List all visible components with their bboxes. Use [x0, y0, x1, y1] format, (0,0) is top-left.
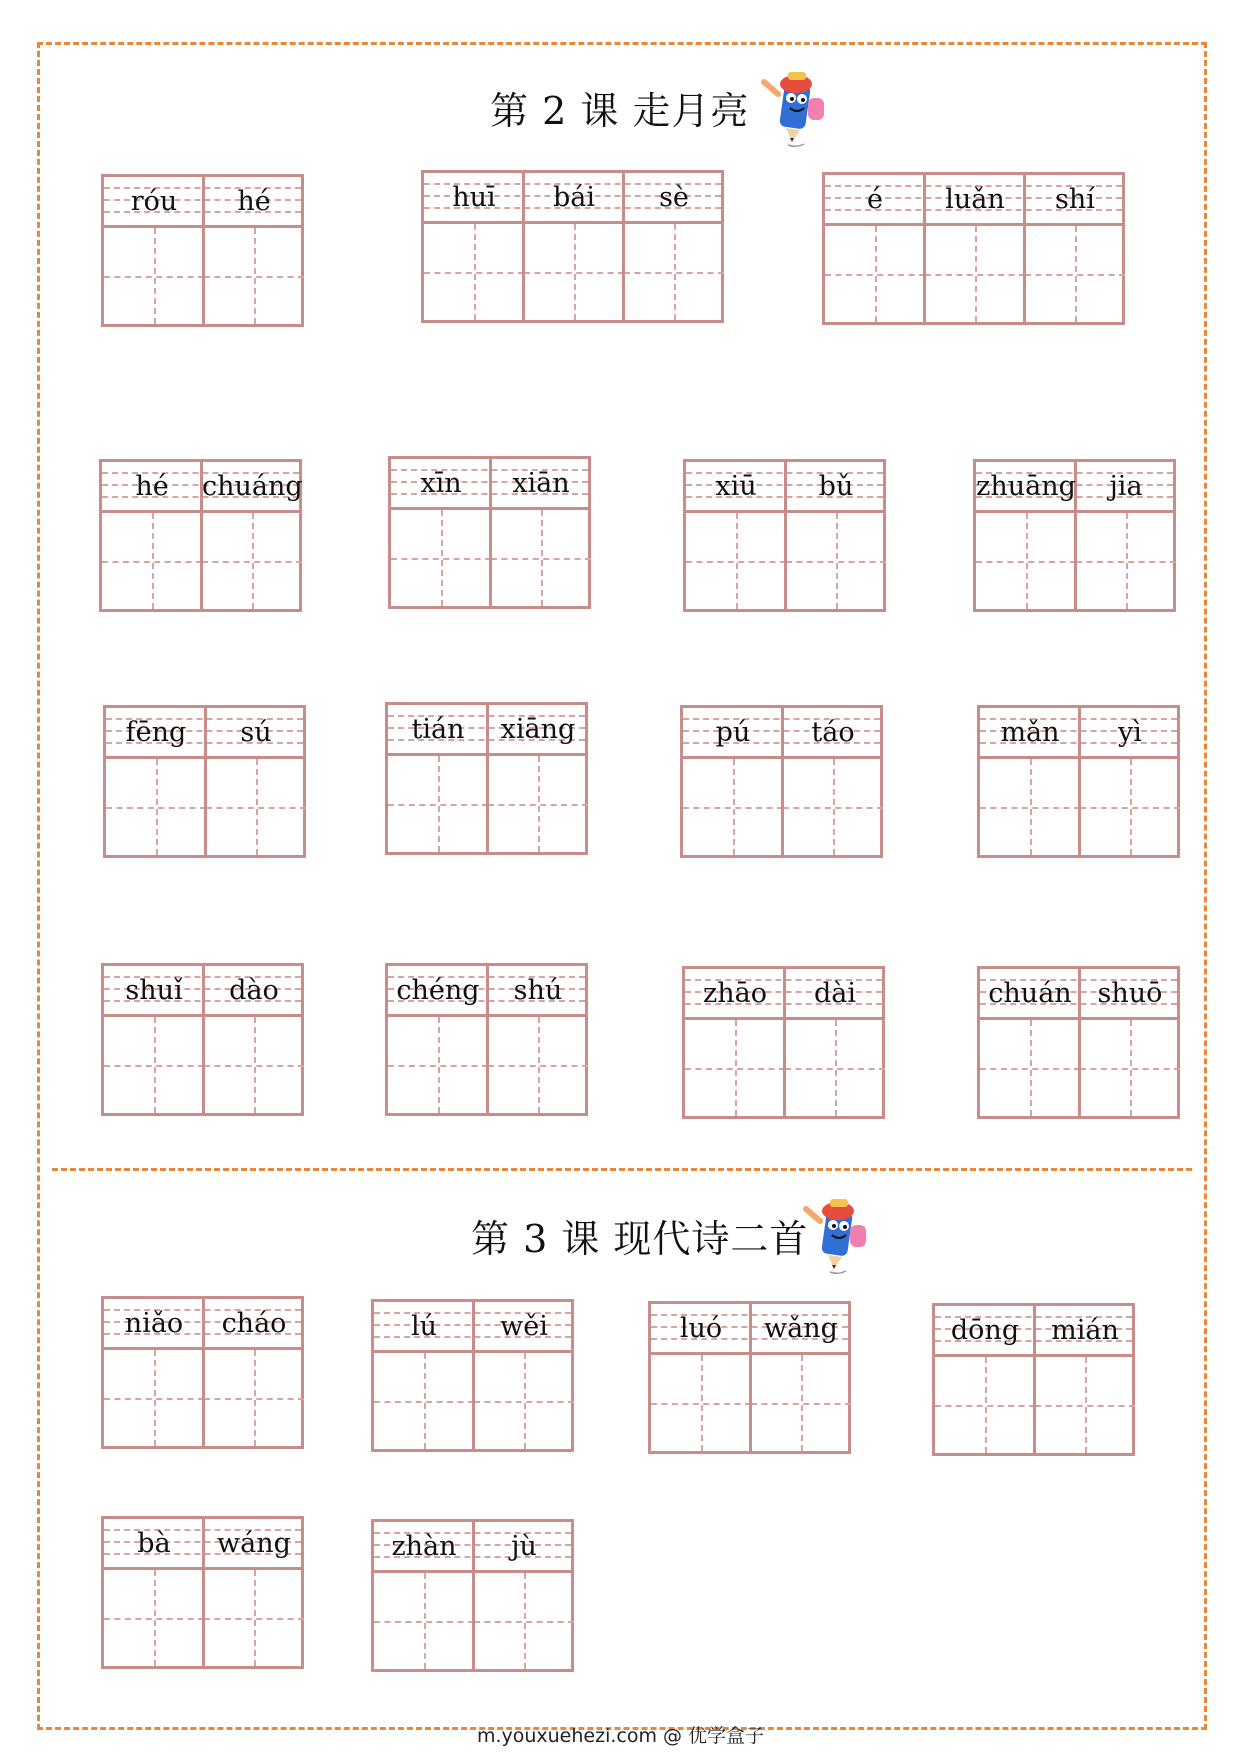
lesson-divider — [52, 1168, 1192, 1171]
writing-box — [385, 963, 588, 1116]
pinyin-syllable: táo — [811, 717, 855, 748]
grid-guide-horizontal — [980, 807, 1080, 809]
pinyin-syllable: shuǐ — [125, 975, 183, 1006]
pinyin-syllable: é — [867, 184, 883, 215]
pinyin-syllable: hé — [237, 186, 271, 217]
pinyin-syllable: xiū — [715, 471, 757, 502]
writing-box — [371, 1519, 574, 1672]
footer-source: m.youxuehezi.com @ 优学盒子 — [476, 1725, 765, 1747]
grid-guide-horizontal — [651, 1403, 751, 1405]
tianzige-writing-cell[interactable] — [102, 513, 202, 609]
grid-guide-horizontal — [686, 561, 786, 563]
grid-guide-horizontal — [524, 272, 624, 274]
grid-guide-horizontal — [388, 1065, 488, 1067]
lesson-2-title: 第 2 课 走月亮 — [490, 89, 750, 133]
pinyin-syllable: xiāng — [500, 714, 576, 745]
grid-guide-horizontal — [783, 807, 883, 809]
grid-guide-horizontal — [474, 1401, 574, 1403]
grid-guide-horizontal — [1025, 274, 1125, 276]
tianzige-writing-cell[interactable] — [976, 513, 1076, 609]
tianzige-writing-cell[interactable] — [980, 1020, 1080, 1116]
writing-box — [388, 456, 591, 609]
pinyin-syllable: dào — [229, 975, 279, 1006]
pinyin-syllable: yì — [1118, 717, 1142, 748]
tianzige-writing-cell[interactable] — [204, 228, 304, 324]
pinyin-syllable: sú — [240, 717, 272, 748]
writing-box — [680, 705, 883, 858]
pinyin-syllable: tián — [411, 714, 465, 745]
writing-box — [973, 459, 1176, 612]
grid-guide-horizontal — [1076, 561, 1176, 563]
tianzige-writing-cell[interactable] — [204, 1570, 304, 1666]
tianzige-writing-cell[interactable] — [1076, 513, 1176, 609]
tianzige-writing-cell[interactable] — [474, 1353, 574, 1449]
pinyin-syllable: xiān — [512, 468, 570, 499]
tianzige-writing-cell[interactable] — [786, 513, 886, 609]
tianzige-writing-cell[interactable] — [374, 1353, 474, 1449]
tianzige-writing-cell[interactable] — [391, 510, 491, 606]
grid-guide-horizontal — [624, 272, 724, 274]
tianzige-writing-cell[interactable] — [624, 224, 724, 320]
tianzige-writing-cell[interactable] — [104, 1017, 204, 1113]
pinyin-syllable: sè — [659, 182, 689, 213]
pinyin-syllable: dōng — [950, 1315, 1020, 1346]
grid-guide-horizontal — [204, 276, 304, 278]
pinyin-syllable: wǎng — [764, 1313, 838, 1344]
grid-guide-horizontal — [104, 1398, 204, 1400]
writing-box — [682, 966, 885, 1119]
tianzige-writing-cell[interactable] — [651, 1355, 751, 1451]
pinyin-syllable: chuáng — [202, 471, 303, 502]
tianzige-writing-cell[interactable] — [685, 1020, 785, 1116]
tianzige-writing-cell[interactable] — [104, 228, 204, 324]
pinyin-syllable: wáng — [217, 1528, 291, 1559]
grid-guide-horizontal — [104, 1065, 204, 1067]
tianzige-writing-cell[interactable] — [1080, 1020, 1180, 1116]
grid-guide-horizontal — [1080, 807, 1180, 809]
pinyin-syllable: luǎn — [945, 184, 1005, 215]
writing-box — [932, 1303, 1135, 1456]
pinyin-syllable: bái — [552, 182, 596, 213]
writing-box — [101, 963, 304, 1116]
tianzige-writing-cell[interactable] — [785, 1020, 885, 1116]
grid-guide-horizontal — [786, 561, 886, 563]
writing-box — [421, 170, 724, 323]
tianzige-writing-cell[interactable] — [106, 759, 206, 855]
writing-box — [101, 174, 304, 327]
tianzige-writing-cell[interactable] — [204, 1350, 304, 1446]
grid-guide-horizontal — [204, 1398, 304, 1400]
pinyin-syllable: fēng — [125, 717, 187, 748]
pinyin-syllable: huī — [452, 182, 496, 213]
grid-guide-horizontal — [206, 807, 306, 809]
writing-box — [101, 1296, 304, 1449]
grid-guide-horizontal — [488, 1065, 588, 1067]
tianzige-writing-cell[interactable] — [202, 513, 302, 609]
grid-guide-horizontal — [935, 1405, 1035, 1407]
pinyin-syllable: zhuāng — [976, 471, 1076, 502]
pinyin-syllable: chéng — [396, 975, 480, 1006]
grid-guide-horizontal — [1080, 1068, 1180, 1070]
tianzige-writing-cell[interactable] — [488, 756, 588, 852]
writing-box — [683, 459, 886, 612]
writing-box — [977, 705, 1180, 858]
tianzige-writing-cell[interactable] — [1035, 1357, 1135, 1453]
pinyin-syllable: mián — [1051, 1315, 1119, 1346]
tianzige-writing-cell[interactable] — [751, 1355, 851, 1451]
pinyin-syllable: jù — [511, 1531, 537, 1562]
pinyin-syllable: pú — [715, 717, 751, 748]
grid-guide-horizontal — [751, 1403, 851, 1405]
writing-box — [371, 1299, 574, 1452]
pinyin-syllable: luó — [679, 1313, 723, 1344]
tianzige-writing-cell[interactable] — [204, 1017, 304, 1113]
pencil-mascot-icon — [800, 1195, 880, 1277]
writing-box — [385, 702, 588, 855]
tianzige-writing-cell[interactable] — [825, 226, 925, 322]
tianzige-writing-cell[interactable] — [388, 1017, 488, 1113]
grid-guide-horizontal — [785, 1068, 885, 1070]
grid-guide-horizontal — [204, 1065, 304, 1067]
tianzige-writing-cell[interactable] — [488, 1017, 588, 1113]
grid-guide-horizontal — [202, 561, 302, 563]
grid-guide-horizontal — [925, 274, 1025, 276]
pencil-mascot-icon — [758, 68, 838, 150]
grid-guide-horizontal — [374, 1401, 474, 1403]
tianzige-writing-cell[interactable] — [104, 1350, 204, 1446]
grid-guide-horizontal — [424, 272, 524, 274]
writing-box — [977, 966, 1180, 1119]
grid-guide-horizontal — [391, 558, 491, 560]
grid-guide-horizontal — [388, 804, 488, 806]
tianzige-writing-cell[interactable] — [206, 759, 306, 855]
grid-guide-horizontal — [102, 561, 202, 563]
grid-guide-horizontal — [204, 1618, 304, 1620]
grid-guide-horizontal — [683, 807, 783, 809]
pinyin-syllable: mǎn — [1000, 717, 1060, 748]
pinyin-syllable: zhàn — [391, 1531, 457, 1562]
tianzige-writing-cell[interactable] — [1025, 226, 1125, 322]
pinyin-syllable: xīn — [420, 468, 462, 499]
writing-box — [101, 1516, 304, 1669]
tianzige-writing-cell[interactable] — [424, 224, 524, 320]
pinyin-syllable: shí — [1055, 184, 1095, 215]
pinyin-syllable: shuō — [1097, 978, 1163, 1009]
pinyin-syllable: wěi — [500, 1311, 548, 1342]
writing-box — [648, 1301, 851, 1454]
pinyin-syllable: jia — [1109, 471, 1143, 502]
pinyin-syllable: dài — [813, 978, 857, 1009]
tianzige-writing-cell[interactable] — [374, 1573, 474, 1669]
writing-box — [99, 459, 302, 612]
grid-guide-horizontal — [685, 1068, 785, 1070]
tianzige-writing-cell[interactable] — [925, 226, 1025, 322]
pinyin-syllable: róu — [130, 186, 178, 217]
writing-box — [103, 705, 306, 858]
pinyin-syllable: niǎo — [124, 1308, 184, 1339]
grid-guide-horizontal — [104, 1618, 204, 1620]
writing-box — [822, 172, 1125, 325]
tianzige-writing-cell[interactable] — [104, 1570, 204, 1666]
grid-guide-horizontal — [491, 558, 591, 560]
grid-guide-horizontal — [488, 804, 588, 806]
tianzige-writing-cell[interactable] — [980, 759, 1080, 855]
tianzige-writing-cell[interactable] — [474, 1573, 574, 1669]
grid-guide-horizontal — [104, 276, 204, 278]
tianzige-writing-cell[interactable] — [783, 759, 883, 855]
grid-guide-horizontal — [1035, 1405, 1135, 1407]
tianzige-writing-cell[interactable] — [683, 759, 783, 855]
grid-guide-horizontal — [825, 274, 925, 276]
pinyin-syllable: bà — [137, 1528, 171, 1559]
tianzige-writing-cell[interactable] — [1080, 759, 1180, 855]
lesson-3-title: 第 3 课 现代诗二首 — [471, 1217, 809, 1261]
pinyin-syllable: cháo — [221, 1308, 287, 1339]
grid-guide-horizontal — [980, 1068, 1080, 1070]
pinyin-syllable: bǔ — [818, 471, 854, 502]
pinyin-syllable: hé — [135, 471, 169, 502]
tianzige-writing-cell[interactable] — [935, 1357, 1035, 1453]
pinyin-syllable: lú — [410, 1311, 438, 1342]
pinyin-syllable: zhāo — [703, 978, 767, 1009]
grid-guide-horizontal — [976, 561, 1076, 563]
tianzige-writing-cell[interactable] — [388, 756, 488, 852]
tianzige-writing-cell[interactable] — [491, 510, 591, 606]
grid-guide-horizontal — [374, 1621, 474, 1623]
grid-guide-horizontal — [474, 1621, 574, 1623]
grid-guide-horizontal — [106, 807, 206, 809]
pinyin-syllable: chuán — [988, 978, 1072, 1009]
pinyin-syllable: shú — [513, 975, 563, 1006]
tianzige-writing-cell[interactable] — [686, 513, 786, 609]
tianzige-writing-cell[interactable] — [524, 224, 624, 320]
